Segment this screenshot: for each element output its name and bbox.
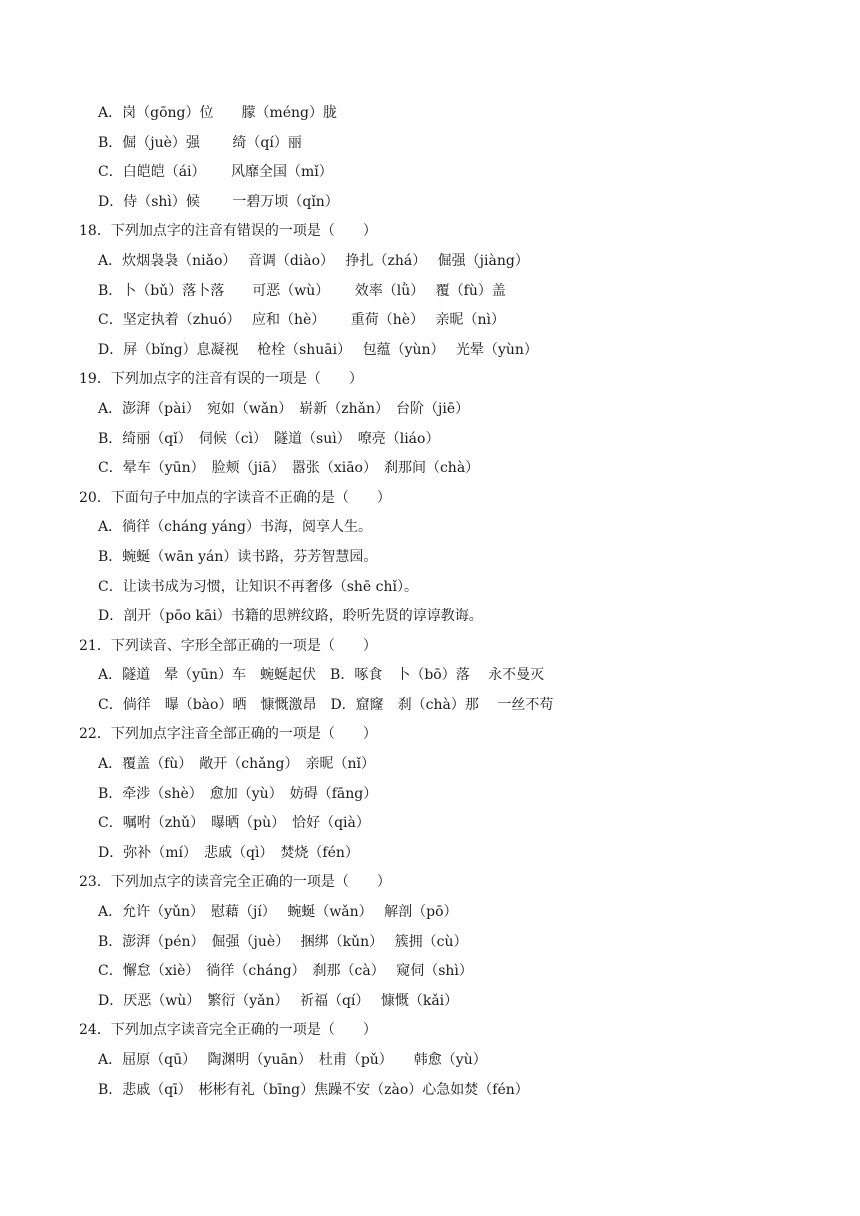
- option-line: B．牵涉（shè） 愈加（yù） 妨碍（fāng）: [98, 785, 378, 802]
- option-line: A．岗（gōng）位 朦（méng）胧: [98, 105, 338, 121]
- option-line: B．悲戚（qī） 彬彬有礼（bīng）焦躁不安（zào）心急如焚（fén）: [98, 1081, 529, 1098]
- option-line: D．屏（bǐng）息凝视 枪栓（shuāi） 包蕴（yùn） 光晕（yùn）: [98, 341, 538, 358]
- option-line: A．炊烟袅袅（niǎo） 音调（diào） 挣扎（zhá） 倔强（jiàng）: [98, 252, 529, 269]
- option-line: C．坚定执着（zhuó） 应和（hè） 重荷（hè） 亲昵（nì）: [98, 312, 505, 329]
- option-line: A．隧道 晕（yūn）车 蜿蜒起伏 B．啄食 卜（bō）落 永不曼灭: [98, 667, 545, 684]
- question-stem: 20．下面句子中加点的字读音不正确的是（ ）: [79, 489, 391, 506]
- question-stem: 22．下列加点字注音全部正确的一项是（ ）: [79, 726, 377, 743]
- question-stem: 23．下列加点字的读音完全正确的一项是（ ）: [79, 874, 391, 891]
- question-stem: 21．下列读音、字形全部正确的一项是（ ）: [79, 637, 377, 654]
- option-line: C．晕车（yūn） 脸颊（jiā） 嚣张（xiāo） 刹那间（chà）: [98, 460, 480, 477]
- option-line: C．嘱咐（zhǔ） 曝晒（pù） 恰好（qià）: [98, 815, 370, 832]
- option-line: B．澎湃（pén） 倔强（juè） 捆绑（kǔn） 簇拥（cù）: [98, 933, 468, 950]
- option-line: A．澎湃（pài） 宛如（wǎn） 崭新（zhǎn） 台阶（jiē）: [98, 400, 470, 417]
- option-line: C．懈怠（xiè） 徜徉（cháng） 刹那（cà） 窥伺（shì）: [98, 963, 473, 980]
- option-line: A．覆盖（fù） 敞开（chǎng） 亲昵（nǐ）: [98, 756, 375, 773]
- option-line: C．让读书成为习惯，让知识不再奢侈（shē chǐ）。: [98, 578, 418, 595]
- option-line: D．剖开（pōo kāi）书籍的思辨纹路，聆听先贤的谆谆教诲。: [98, 608, 483, 625]
- option-line: D．弥补（mí） 悲戚（qì） 焚烧（fén）: [98, 844, 359, 861]
- option-line: B．蜿蜒（wān yán）读书路，芬芳智慧园。: [98, 548, 378, 565]
- question-stem: 24．下列加点字读音完全正确的一项是（ ）: [79, 1022, 377, 1039]
- option-line: A．屈原（qū） 陶渊明（yuān） 杜甫（pǔ） 韩愈（yù）: [98, 1052, 487, 1068]
- option-line: B．倔（juè）强 绮（qí）丽: [98, 134, 302, 151]
- option-line: B．绮丽（qǐ） 伺候（cì） 隧道（suì） 嘹亮（liáo）: [98, 430, 440, 447]
- option-line: A．允许（yǔn） 慰藉（jí） 蜿蜒（wǎn） 解剖（pō）: [98, 904, 458, 921]
- option-line: D．厌恶（wù） 繁衍（yǎn） 祈福（qí） 慷慨（kǎi）: [98, 992, 459, 1009]
- option-line: D．侍（shì）候 一碧万顷（qǐn）: [98, 193, 339, 210]
- question-stem: 18．下列加点字的注音有错误的一项是（ ）: [79, 223, 377, 240]
- option-line: C．倘徉 曝（bào）晒 慷慨激昂 D．窟窿 刹（chà）那 一丝不苟: [98, 696, 554, 713]
- question-stem: 19．下列加点字的注音有误的一项是（ ）: [79, 371, 363, 388]
- option-line: C．白皑皑（ái） 风靡全国（mǐ）: [98, 164, 333, 181]
- option-line: A．徜徉（cháng yáng）书海，阅享人生。: [98, 519, 372, 536]
- document-page: [0, 99, 860, 1105]
- option-line: B．卜（bǔ）落卜落 可恶（wù） 效率（lǜ） 覆（fù）盖: [98, 282, 506, 299]
